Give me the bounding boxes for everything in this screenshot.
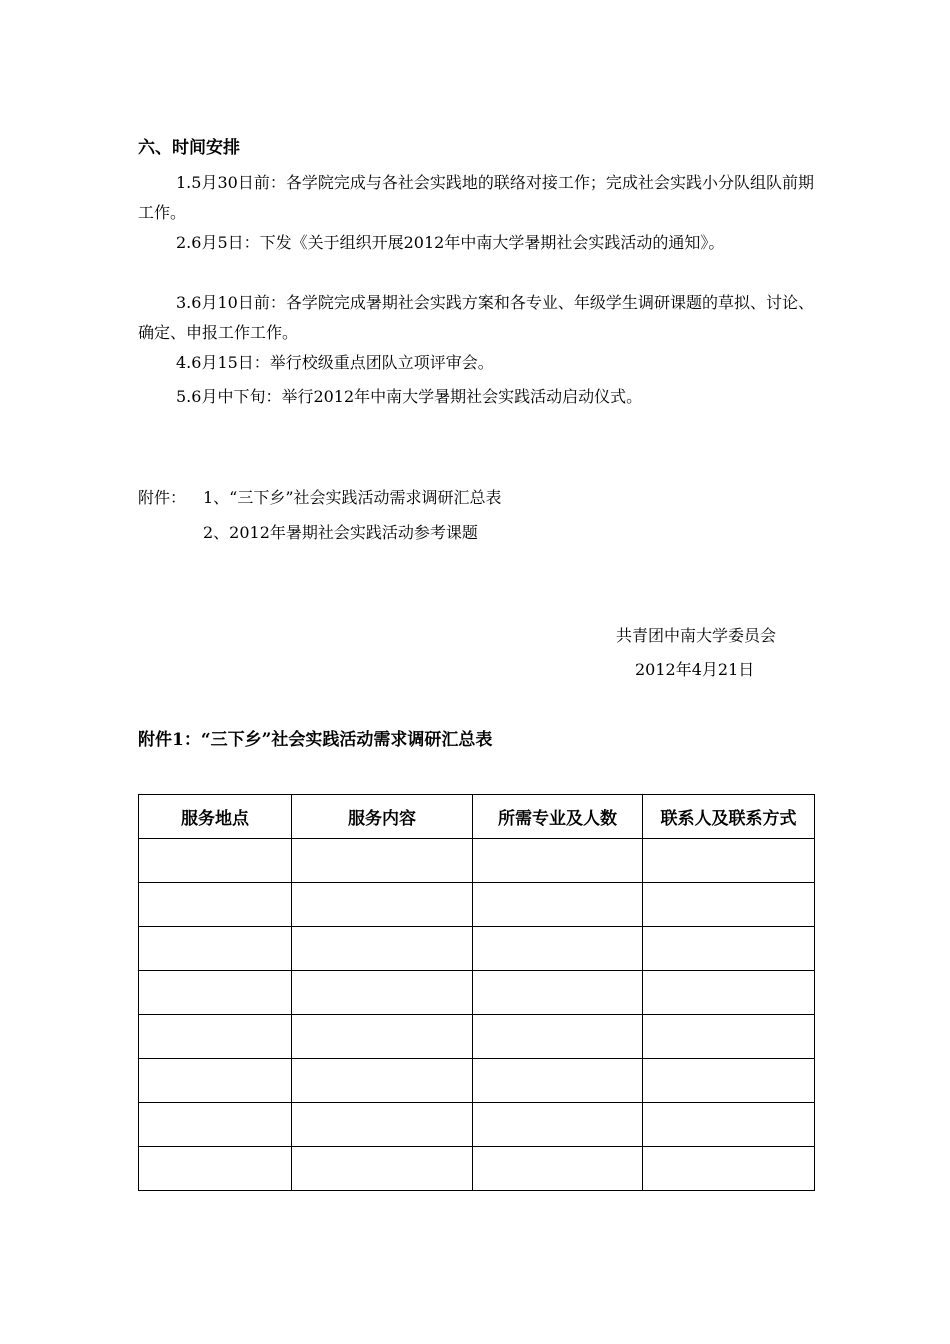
table-cell xyxy=(139,839,292,883)
table-cell xyxy=(139,927,292,971)
appendix-title: 附件1：“三下乡”社会实践活动需求调研汇总表 xyxy=(138,730,493,750)
schedule-item-1: 1.5月30日前：各学院完成与各社会实践地的联络对接工作；完成社会实践小分队组队前期工作。 xyxy=(138,173,814,222)
table-cell xyxy=(292,1059,473,1103)
table-cell xyxy=(292,839,473,883)
table-cell xyxy=(292,1103,473,1147)
table-cell xyxy=(139,883,292,927)
table-cell xyxy=(643,971,815,1015)
schedule-item-5: 5.6月中下旬：举行2012年中南大学暑期社会实践活动启动仪式。 xyxy=(176,387,643,406)
table-row xyxy=(139,839,815,883)
header-contact-info: 联系人及联系方式 xyxy=(643,795,815,839)
table-cell xyxy=(473,839,643,883)
table-cell xyxy=(292,1015,473,1059)
table-row xyxy=(139,927,815,971)
table-cell xyxy=(139,1147,292,1191)
table-cell xyxy=(473,927,643,971)
table-cell xyxy=(643,1147,815,1191)
table-body xyxy=(139,839,815,1191)
schedule-item-4: 4.6月15日：举行校级重点团队立项评审会。 xyxy=(176,353,494,372)
table-cell xyxy=(139,1015,292,1059)
table-cell xyxy=(473,1015,643,1059)
section-heading: 六、时间安排 xyxy=(138,138,240,158)
table-cell xyxy=(473,883,643,927)
table-cell xyxy=(139,1103,292,1147)
table-cell xyxy=(473,971,643,1015)
attachment-item-1: 1、“三下乡”社会实践活动需求调研汇总表 xyxy=(203,488,502,507)
table-row xyxy=(139,1147,815,1191)
table-row xyxy=(139,883,815,927)
table-cell xyxy=(643,927,815,971)
attachments-label: 附件： xyxy=(138,488,187,507)
table-cell xyxy=(643,1015,815,1059)
table-cell xyxy=(292,927,473,971)
schedule-item-3: 3.6月10日前：各学院完成暑期社会实践方案和各专业、年级学生调研课题的草拟、讨论、确定、申报工作工作。 xyxy=(138,293,814,342)
table-row xyxy=(139,971,815,1015)
table-cell xyxy=(473,1059,643,1103)
table-cell xyxy=(292,1147,473,1191)
table-cell xyxy=(139,1059,292,1103)
table-row xyxy=(139,1103,815,1147)
survey-table xyxy=(138,794,815,1191)
attachment-item-2: 2、2012年暑期社会实践活动参考课题 xyxy=(203,523,478,542)
header-required-majors: 所需专业及人数 xyxy=(473,795,643,839)
header-service-content: 服务内容 xyxy=(292,795,473,839)
table-cell xyxy=(292,971,473,1015)
header-service-location: 服务地点 xyxy=(139,795,292,839)
table-cell xyxy=(473,1147,643,1191)
table-row xyxy=(139,1015,815,1059)
signature-date: 2012年4月21日 xyxy=(635,660,755,679)
table-cell xyxy=(643,883,815,927)
table-cell xyxy=(643,1059,815,1103)
table-row xyxy=(139,1059,815,1103)
table-cell xyxy=(643,1103,815,1147)
signature-org: 共青团中南大学委员会 xyxy=(616,626,777,645)
schedule-item-2: 2.6月5日：下发《关于组织开展2012年中南大学暑期社会实践活动的通知》。 xyxy=(176,233,725,252)
table-cell xyxy=(643,839,815,883)
table-header-row xyxy=(139,795,815,839)
table-cell xyxy=(292,883,473,927)
table-cell xyxy=(139,971,292,1015)
table-cell xyxy=(473,1103,643,1147)
